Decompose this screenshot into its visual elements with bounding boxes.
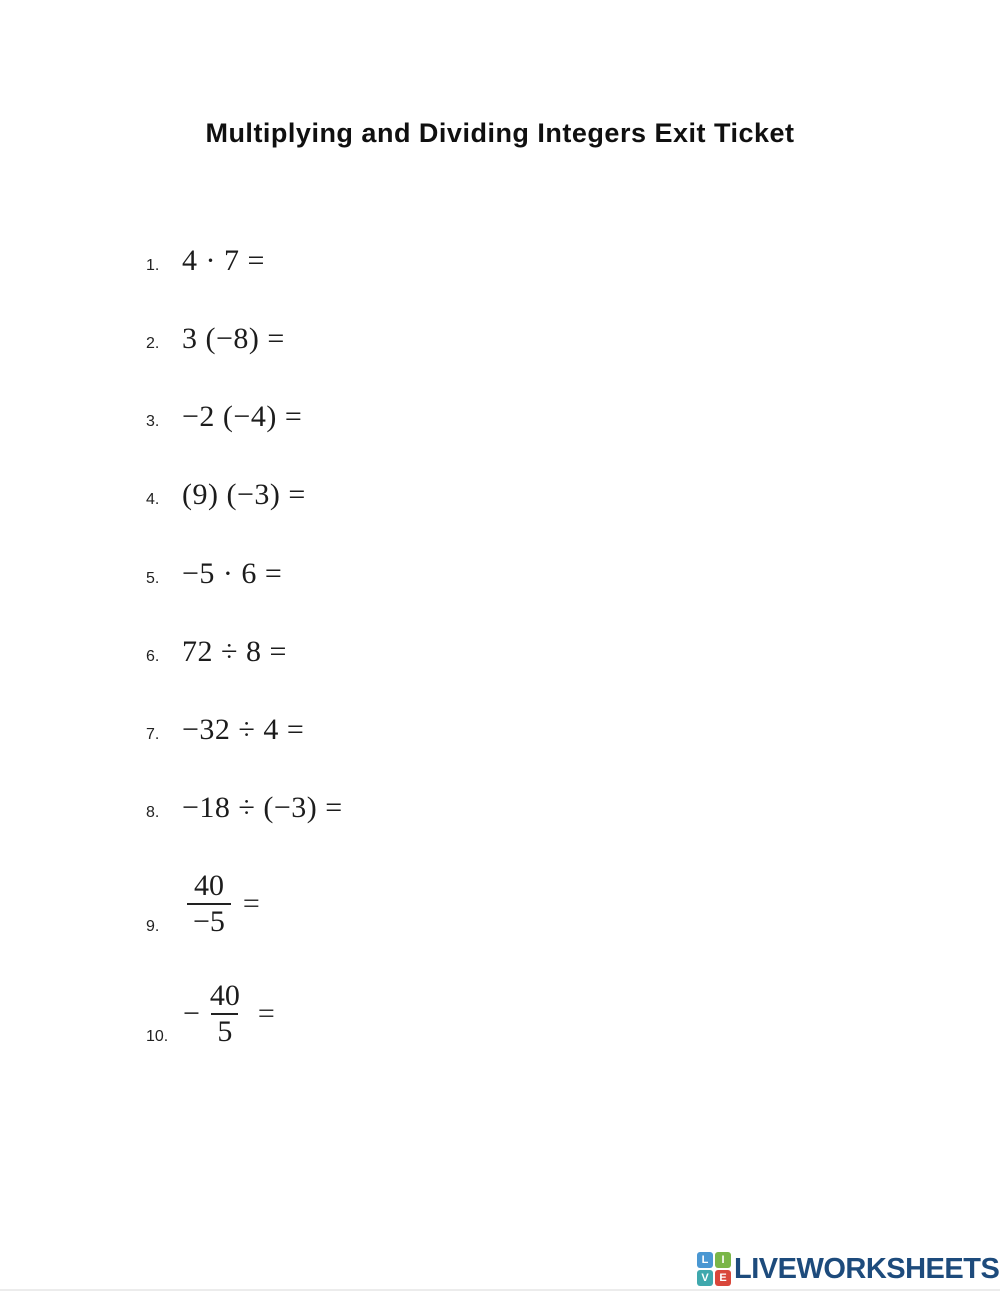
fraction — [187, 869, 231, 939]
liveworksheets-logo-icon — [697, 1252, 731, 1286]
problem-number: 8. — [146, 804, 160, 821]
fraction-denominator: 5 — [211, 1013, 238, 1049]
logo-tile-v: V — [697, 1270, 713, 1286]
fraction-denominator: −5 — [187, 903, 231, 939]
equals-sign: = — [242, 887, 260, 920]
problem-number: 1. — [146, 257, 160, 274]
fraction-sign-prefix: − — [183, 997, 200, 1030]
fraction — [204, 979, 246, 1049]
problem-row-8 — [146, 791, 343, 825]
problem-row-9 — [146, 869, 260, 939]
problem-row-4 — [146, 478, 306, 512]
problem-row-10 — [146, 979, 275, 1049]
problem-expression: 72 ÷ 8 = — [182, 635, 287, 668]
problem-number: 5. — [146, 570, 160, 587]
problem-expression: −5 · 6 = — [182, 557, 283, 590]
problem-expression — [183, 979, 275, 1049]
liveworksheets-logo — [697, 1252, 999, 1286]
problem-expression: −18 ÷ (−3) = — [182, 791, 343, 824]
problem-number: 4. — [146, 491, 160, 508]
problem-row-2 — [146, 322, 285, 356]
page-title: Multiplying and Dividing Integers Exit Ticket — [205, 118, 795, 148]
problem-number: 9. — [146, 918, 160, 935]
problem-expression — [183, 869, 260, 939]
logo-tile-l: L — [697, 1252, 713, 1268]
problem-expression: −32 ÷ 4 = — [182, 713, 305, 746]
problem-number: 3. — [146, 413, 160, 430]
problem-row-7 — [146, 713, 304, 747]
problem-row-3 — [146, 400, 302, 434]
fraction-numerator: 40 — [209, 979, 240, 1012]
problem-number: 10. — [146, 1028, 169, 1045]
problem-row-1 — [146, 244, 265, 278]
problem-number: 6. — [146, 648, 160, 665]
problem-expression: 3 (−8) = — [182, 322, 285, 355]
logo-tile-i: I — [715, 1252, 731, 1268]
problem-row-5 — [146, 557, 282, 591]
problem-number: 7. — [146, 726, 160, 743]
problem-expression: (9) (−3) = — [182, 478, 306, 511]
equals-sign: = — [257, 997, 275, 1030]
fraction-numerator: 40 — [193, 869, 224, 902]
problem-expression: −2 (−4) = — [182, 400, 303, 433]
problem-row-6 — [146, 635, 287, 669]
logo-tile-e: E — [715, 1270, 731, 1286]
problem-expression: 4 · 7 = — [182, 244, 265, 277]
liveworksheets-wordmark: LIVEWORKSHEETS — [734, 1252, 1000, 1285]
problem-number: 2. — [146, 335, 160, 352]
